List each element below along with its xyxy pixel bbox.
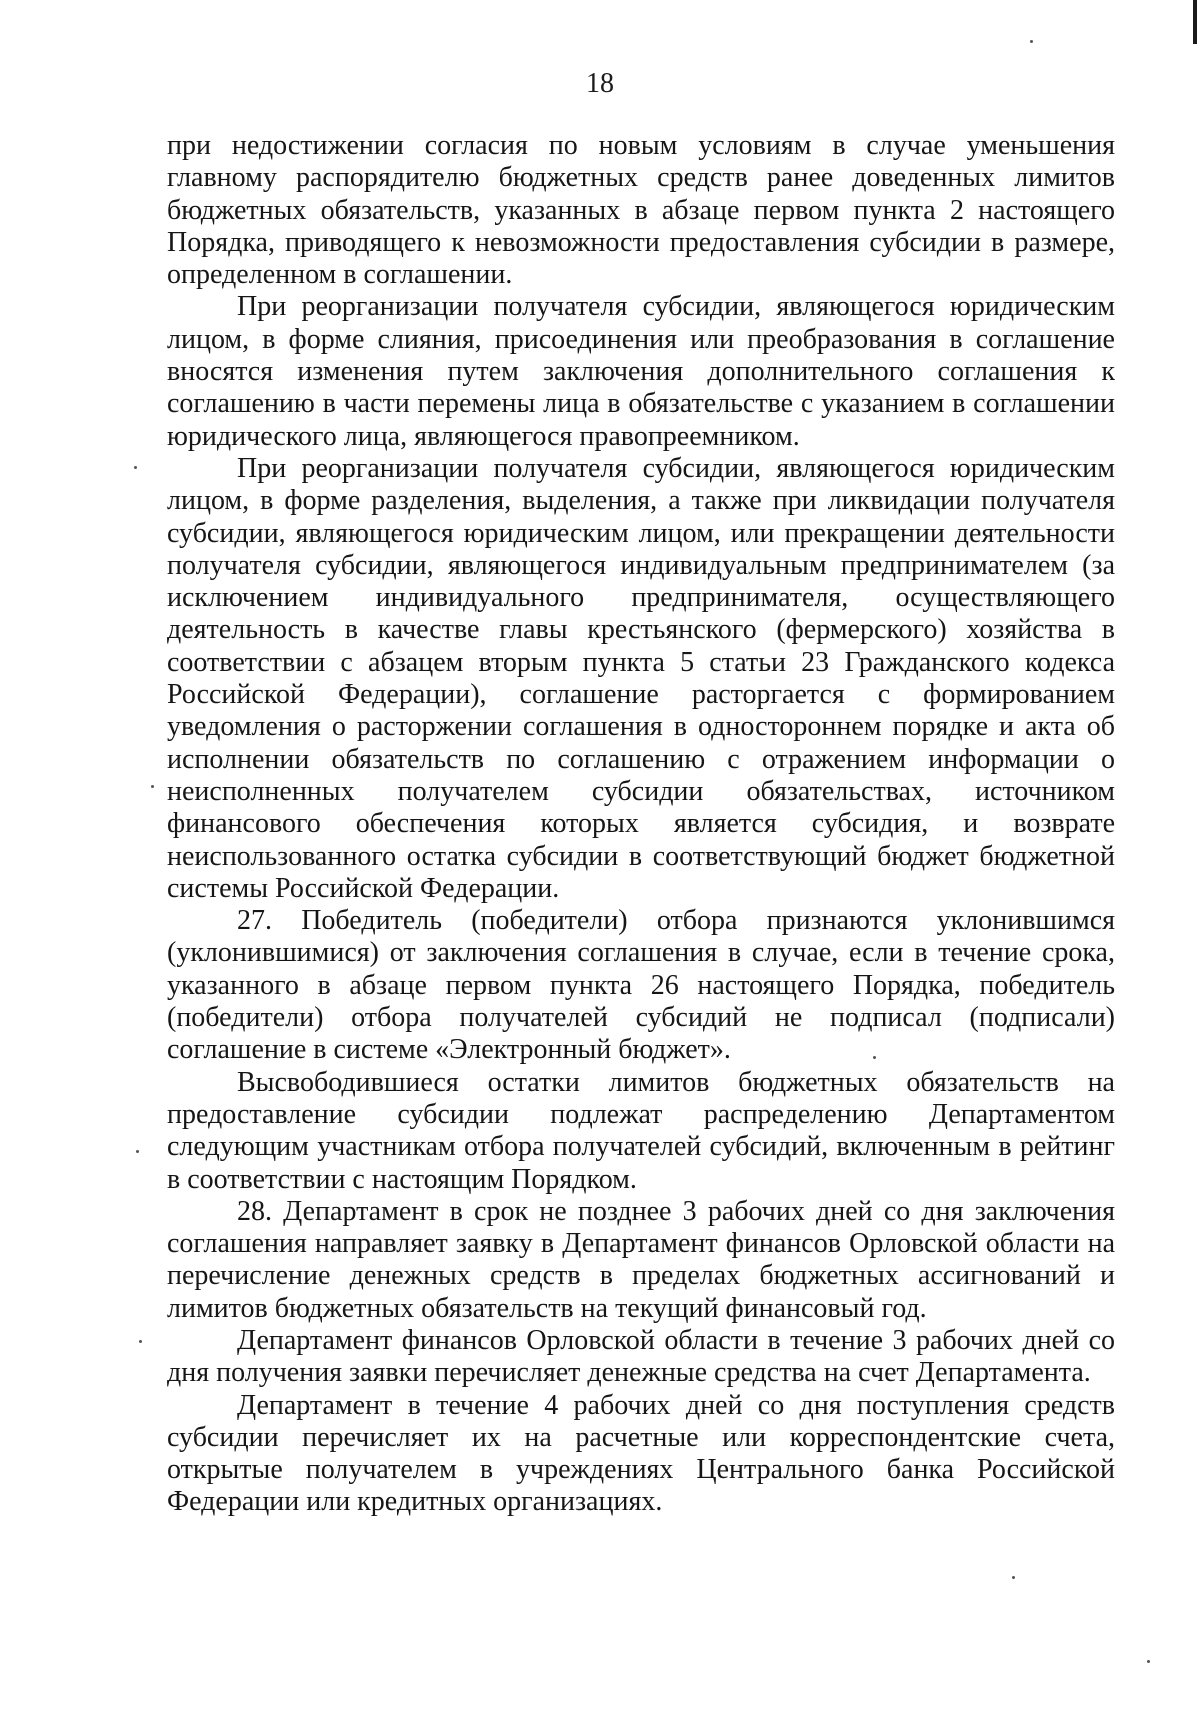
document-body (167, 130, 1115, 1519)
paragraph-reorganization-division: При реорганизации получателя субсидии, являющегося юридическим лицом, в форме разделения, выделения, а также при ликвидации получателя субсидии, являющегося юридическим лицом, или прекращении деятельности получателя субсидии, являющегося индивидуальным предпринимателем (за исключением индивидуального предпринимателя, осуществляющего деятельность в качестве главы крестьянского (фермерского) хозяйства в соответствии с абзацем вторым пункта 5 статьи 23 Гражданского кодекса Российской Федерации), соглашение расторгается с формированием уведомления о расторжении соглашения в одностороннем порядке и акта об исполнении обязательств по соглашению с отражением информации о неисполненных получателем субсидии обязательствах, источником финансового обеспечения которых является субсидия, и возврате неиспользованного остатка субсидии в соответствующий бюджет бюджетной системы Российской Федерации. (167, 452, 1115, 904)
scan-speck (134, 466, 137, 469)
scan-speck (151, 785, 154, 788)
paragraph-item-28: 28. Департамент в срок не позднее 3 рабочих дней со дня заключения соглашения направляет заявку в Департамент финансов Орловской области на перечисление денежных средств в пределах бюджетных ассигнований и лимитов бюджетных обязательств на текущий финансовый год. (167, 1195, 1115, 1324)
scan-edge-mark (1193, 0, 1197, 44)
scan-speck (1147, 1660, 1150, 1663)
page-number: 18 (586, 68, 614, 99)
paragraph-transfer-to-recipient: Департамент в течение 4 рабочих дней со дня поступления средств субсидии перечисляет их на расчетные или корреспондентские счета, открытые получателем в учреждениях Центрального банка Российской Федерации или кредитных организациях. (167, 1389, 1115, 1518)
paragraph-finance-department: Департамент финансов Орловской области в течение 3 рабочих дней со дня получения заявки перечисляет денежные средства на счет Департамента. (167, 1324, 1115, 1389)
scan-speck (873, 1056, 876, 1059)
scan-speck (139, 1340, 142, 1343)
scan-speck (136, 1150, 139, 1153)
paragraph-reorganization-merger: При реорганизации получателя субсидии, являющегося юридическим лицом, в форме слияния, присоединения или преобразования в соглашение вносятся изменения путем заключения дополнительного соглашения к соглашению в части перемены лица в обязательстве с указанием в соглашении юридического лица, являющегося правопреемником. (167, 291, 1115, 452)
scan-speck (1012, 1576, 1015, 1579)
paragraph-item-27: 27. Победитель (победители) отбора признаются уклонившимся (уклонившимися) от заключения соглашения в случае, если в течение срока, указанного в абзаце первом пункта 26 настоящего Порядка, победитель (победители) отбора получателей субсидий не подписал (подписали) соглашение в системе «Электронный бюджет». (167, 905, 1115, 1066)
paragraph-released-limits: Высвободившиеся остатки лимитов бюджетных обязательств на предоставление субсидии подлежат распределению Департаментом следующим участникам отбора получателей субсидий, включенным в рейтинг в соответствии с настоящим Порядком. (167, 1066, 1115, 1195)
paragraph-continuation: при недостижении согласия по новым условиям в случае уменьшения главному распорядителю бюджетных средств ранее доведенных лимитов бюджетных обязательств, указанных в абзаце первом пункта 2 настоящего Порядка, приводящего к невозможности предоставления субсидии в размере, определенном в соглашении. (167, 130, 1115, 291)
scan-speck (1030, 40, 1033, 43)
